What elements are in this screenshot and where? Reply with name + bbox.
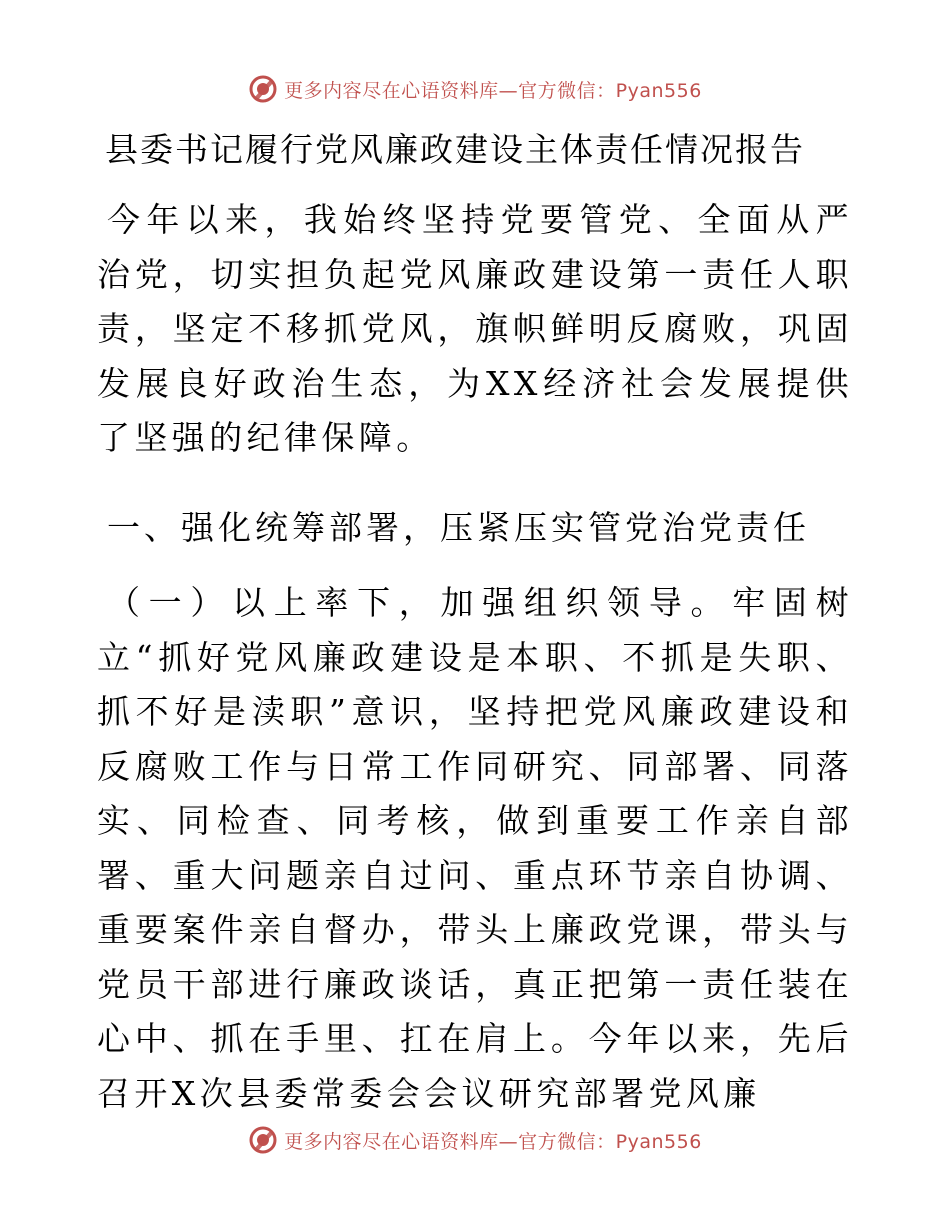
- header-watermark: [0, 72, 950, 106]
- section-heading: 一、强化统筹部署，压紧压实管党治党责任: [107, 508, 810, 547]
- quill-seal-icon: [248, 1125, 278, 1155]
- watermark-text: 更多内容尽在心语资料库—官方微信：Pyan556: [284, 79, 702, 102]
- intro-paragraph: 今年以来，我始终坚持党要管党、全面从严治党，切实担负起党风廉政建设第一责任人职责，坚定不移抓党风，旗帜鲜明反腐败，巩固发展良好政治生态，为XX经济社会发展提供了坚强的纪律保障。: [97, 200, 853, 457]
- footer-watermark: [0, 1123, 950, 1157]
- document-title: 县委书记履行党风廉政建设主体责任情况报告: [105, 130, 805, 169]
- quill-seal-icon: [248, 74, 278, 104]
- body-paragraph: （一）以上率下，加强组织领导。牢固树立“抓好党风廉政建设是本职、不抓是失职、抓不好是渎职”意识，坚持把党风廉政建设和反腐败工作与日常工作同研究、同部署、同落实、同检查、同考核，做到重要工作亲自部署、重大问题亲自过问、重点环节亲自协调、重要案件亲自督办，带头上廉政党课，带头与党员干部进行廉政谈话，真正把第一责任装在心中、抓在手里、扛在肩上。今年以来，先后召开X次县委常委会会议研究部署党风廉: [97, 583, 853, 1113]
- watermark-text: 更多内容尽在心语资料库—官方微信：Pyan556: [284, 1130, 702, 1153]
